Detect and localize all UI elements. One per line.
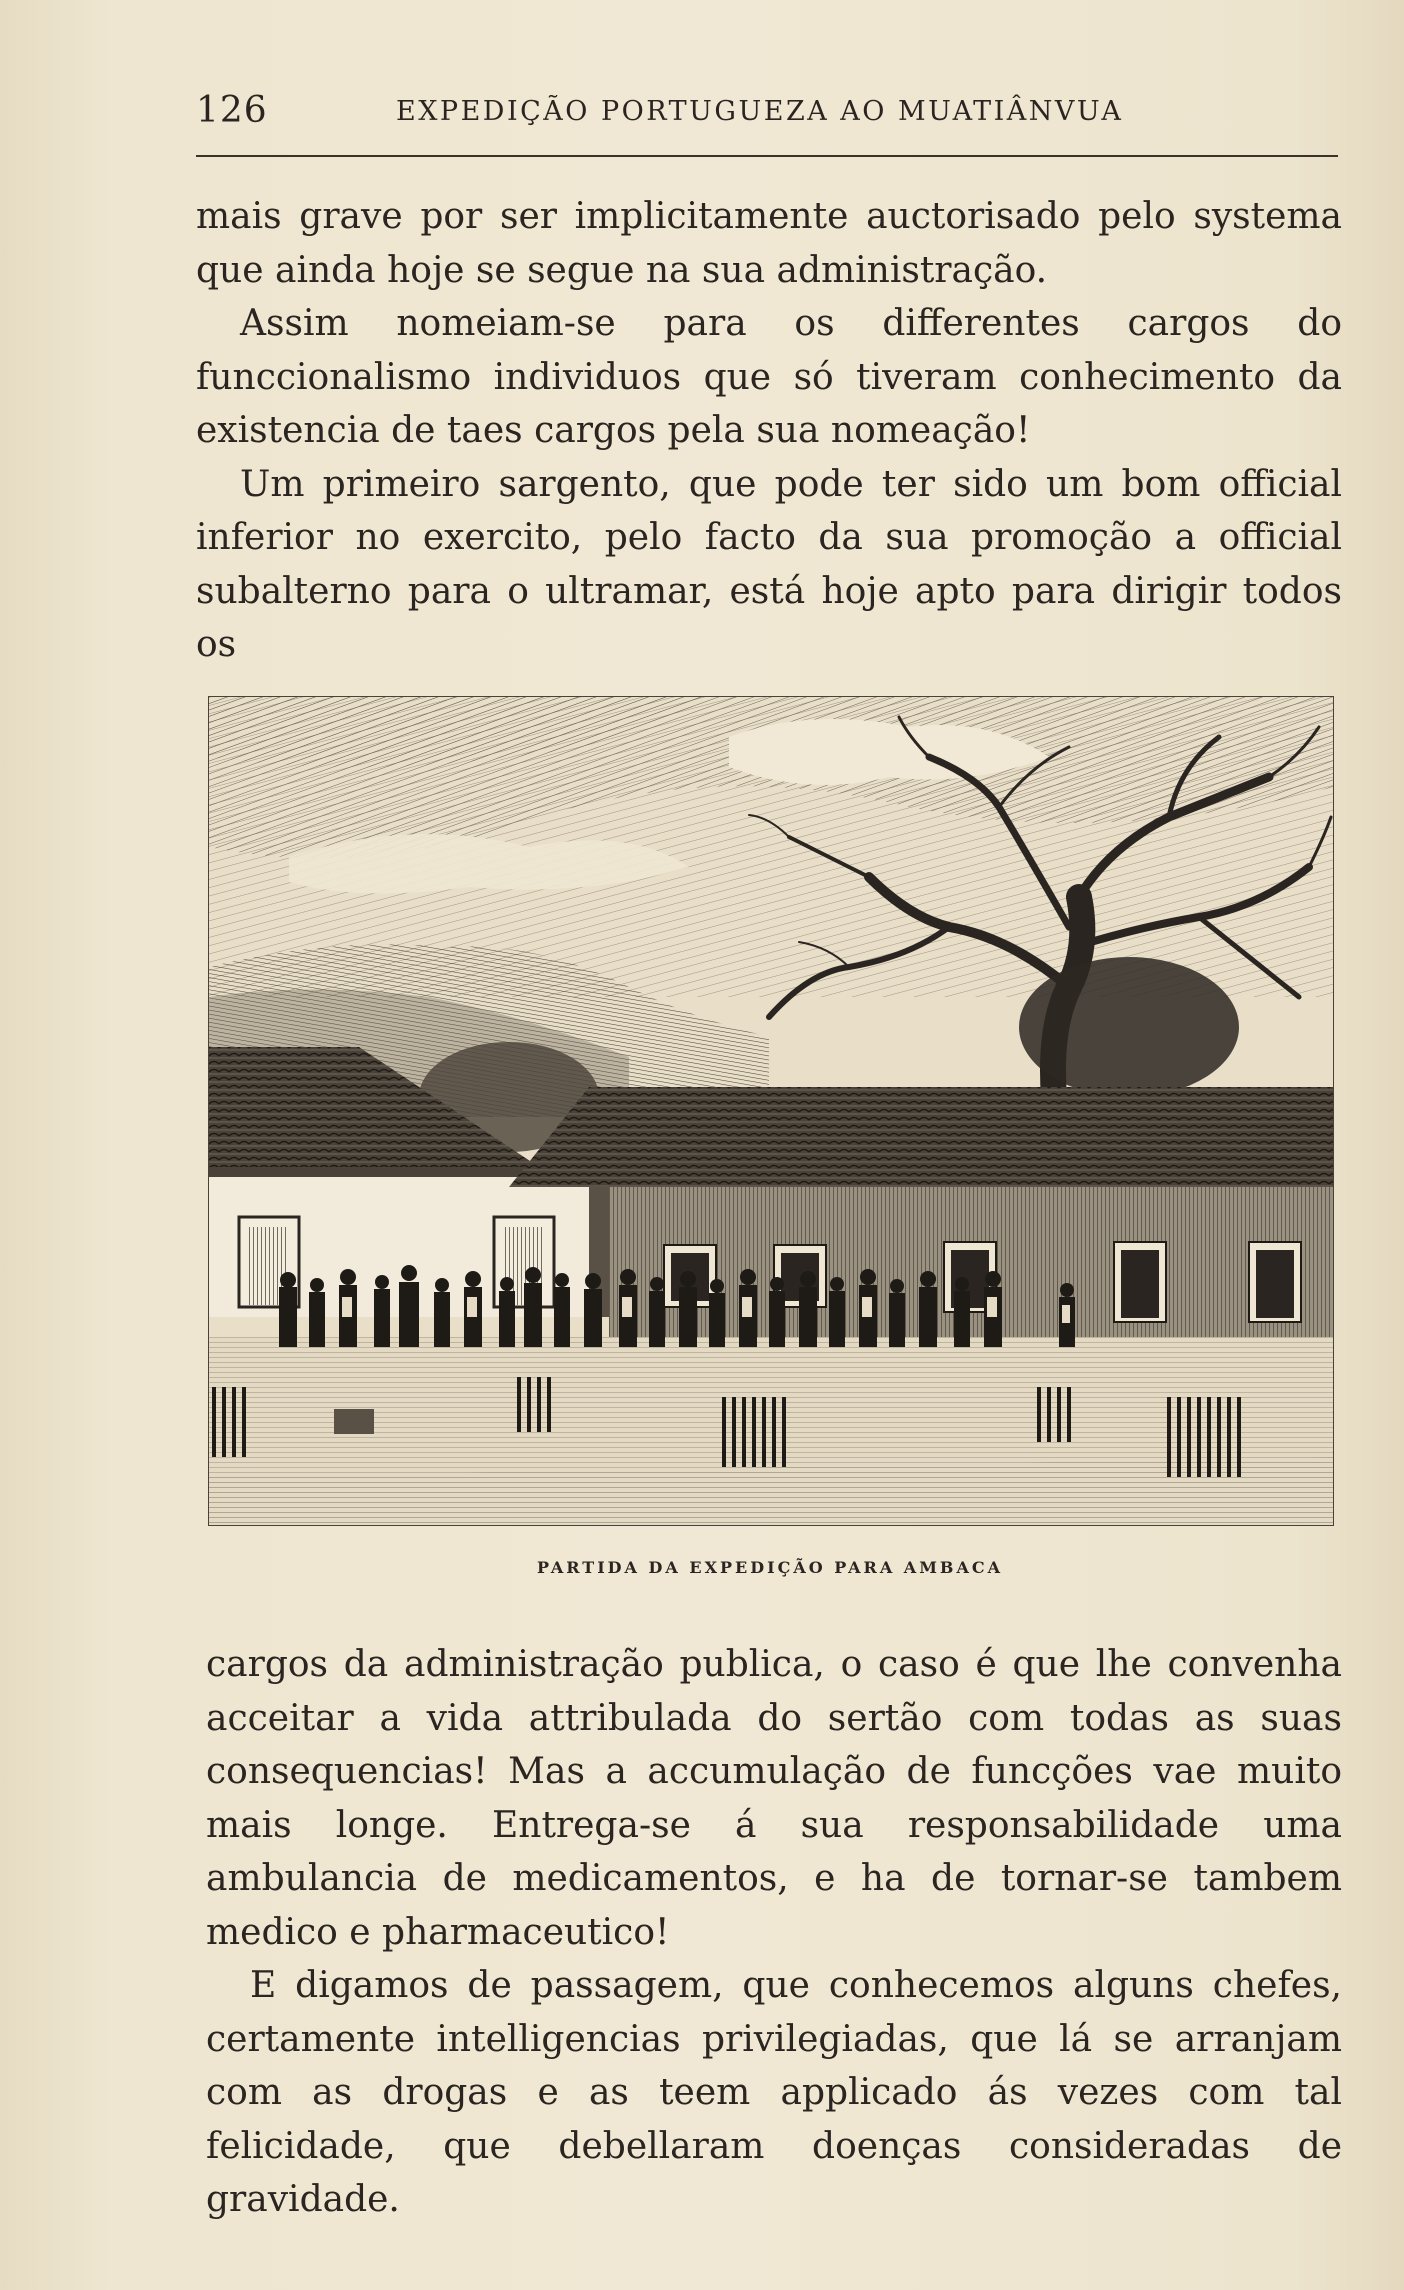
bottom-text-block	[206, 1638, 1342, 2227]
top-text-block	[196, 190, 1342, 672]
paragraph: Assim nomeiam-se para os differentes cargos do funccionalismo individuos que só tiveram conhecimento da existencia de taes cargos pela sua nomeação!	[196, 303, 1342, 451]
page-header	[196, 90, 1336, 140]
engraving-picture	[209, 697, 1333, 1525]
paragraph: cargos da administração publica, o caso é que lhe convenha acceitar a vida attribulada do sertão com todas as suas consequencias! Mas a accumulação de funcções vae muito mais longe. Entrega-se á sua responsabilidade uma ambulancia de medicamentos, e ha de tornar-se tambem medico e pharmaceutico!	[206, 1644, 1342, 1953]
paragraph: E digamos de passagem, que conhecemos alguns chefes, certamente intelligencias privilegiadas, que lá se arranjam com as drogas e as teem applicado ás vezes com tal felicidade, que debellaram doenças consideradas de gravidade.	[206, 1965, 1342, 2220]
header-rule	[196, 155, 1338, 157]
paragraph: mais grave por ser implicitamente auctorisado pelo systema que ainda hoje se segue na sua administração.	[196, 196, 1342, 291]
engraving-illustration	[208, 696, 1334, 1526]
running-title: EXPEDIÇÃO PORTUGUEZA AO MUATIÂNVUA	[396, 96, 1124, 127]
figure-caption: PARTIDA DA EXPEDIÇÃO PARA AMBACA	[536, 1558, 1004, 1577]
page-number: 126	[196, 90, 268, 131]
paragraph: Um primeiro sargento, que pode ter sido um bom official inferior no exercito, pelo facto da sua promoção a official subalterno para o ultramar, está hoje apto para dirigir todos os	[196, 463, 1342, 665]
